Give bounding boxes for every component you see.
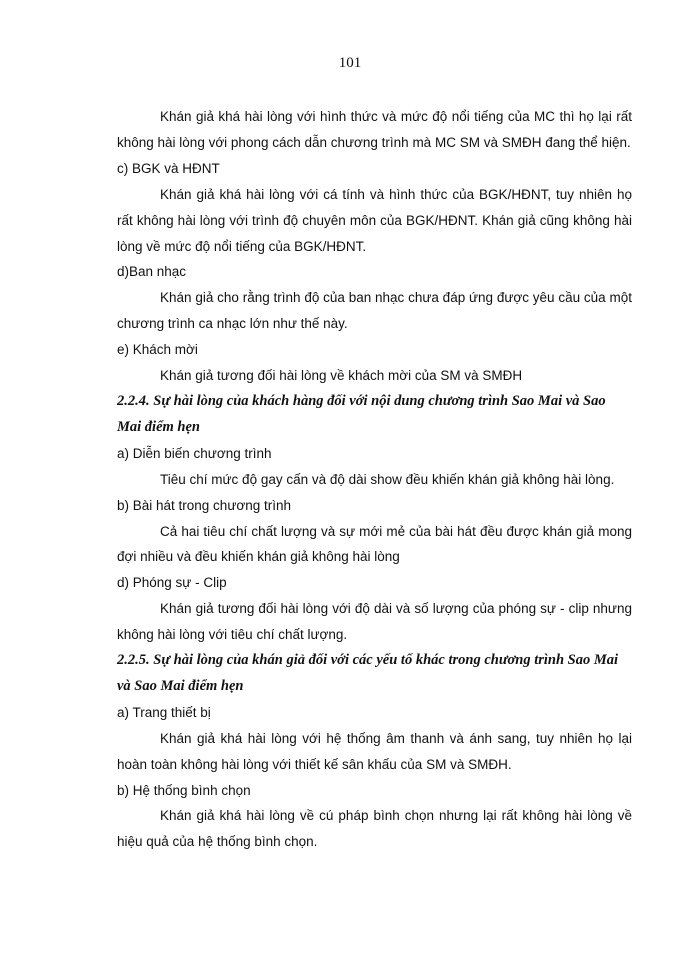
paragraph: Khán giả tương đối hài lòng với độ dài và số lượng của phóng sự - clip nhưng không hài lòng với tiêu chí chất lượng.: [117, 601, 632, 643]
paragraph: Khán giả cho rằng trình độ của ban nhạc chưa đáp ứng được yêu cầu của một chương trình ca nhạc lớn như thế này.: [117, 290, 632, 332]
subsection-label: b) Bài hát trong chương trình: [117, 497, 291, 513]
subsection-label: a) Trang thiết bị: [117, 704, 211, 720]
subsection-label: d) Phóng sự - Clip: [117, 575, 227, 591]
paragraph: Tiêu chí mức độ gay cấn và độ dài show đều khiến khán giả không hài lòng.: [160, 471, 615, 487]
paragraph: Khán giả tương đối hài lòng về khách mời của SM và SMĐH: [160, 368, 523, 384]
page-content: [117, 104, 632, 855]
paragraph: Khán giả khá hài lòng với cá tính và hình thức của BGK/HĐNT, tuy nhiên họ rất không hài lòng với trình độ chuyên môn của BGK/HĐNT. Khán giả cũng không hài lòng về mức độ nổi tiếng của BGK/HĐNT.: [117, 186, 632, 254]
page-number: 101: [338, 55, 362, 71]
paragraph: Khán giả khá hài lòng về cú pháp bình chọn nhưng lại rất không hài lòng về hiệu quả của hệ thống bình chọn.: [117, 808, 632, 850]
subsection-label: d)Ban nhạc: [117, 264, 187, 280]
paragraph: Khán giả khá hài lòng với hệ thống âm thanh và ánh sang, tuy nhiên họ lại hoàn toàn không hài lòng với thiết kế sân khấu của SM và SMĐH.: [117, 730, 632, 772]
subsection-label: b) Hệ thống bình chọn: [117, 782, 251, 798]
subsection-label: e) Khách mời: [117, 342, 198, 358]
paragraph: Cả hai tiêu chí chất lượng và sự mới mẻ của bài hát đều được khán giả mong đợi nhiều và đều khiến khán giả không hài lòng: [117, 523, 632, 565]
section-heading: 2.2.5. Sự hài lòng của khán giả đối với các yếu tố khác trong chương trình Sao Mai và Sao Mai điểm hẹn: [117, 652, 619, 694]
paragraph: Khán giả khá hài lòng với hình thức và mức độ nổi tiếng của MC thì họ lại rất không hài lòng với phong cách dẫn chương trình mà MC SM và SMĐH đang thể hiện.: [117, 109, 632, 150]
subsection-label: c) BGK và HĐNT: [117, 160, 220, 176]
subsection-label: a) Diễn biến chương trình: [117, 445, 272, 461]
section-heading: 2.2.4. Sự hài lòng của khách hàng đối với nội dung chương trình Sao Mai và Sao Mai điểm hẹn: [117, 392, 606, 435]
